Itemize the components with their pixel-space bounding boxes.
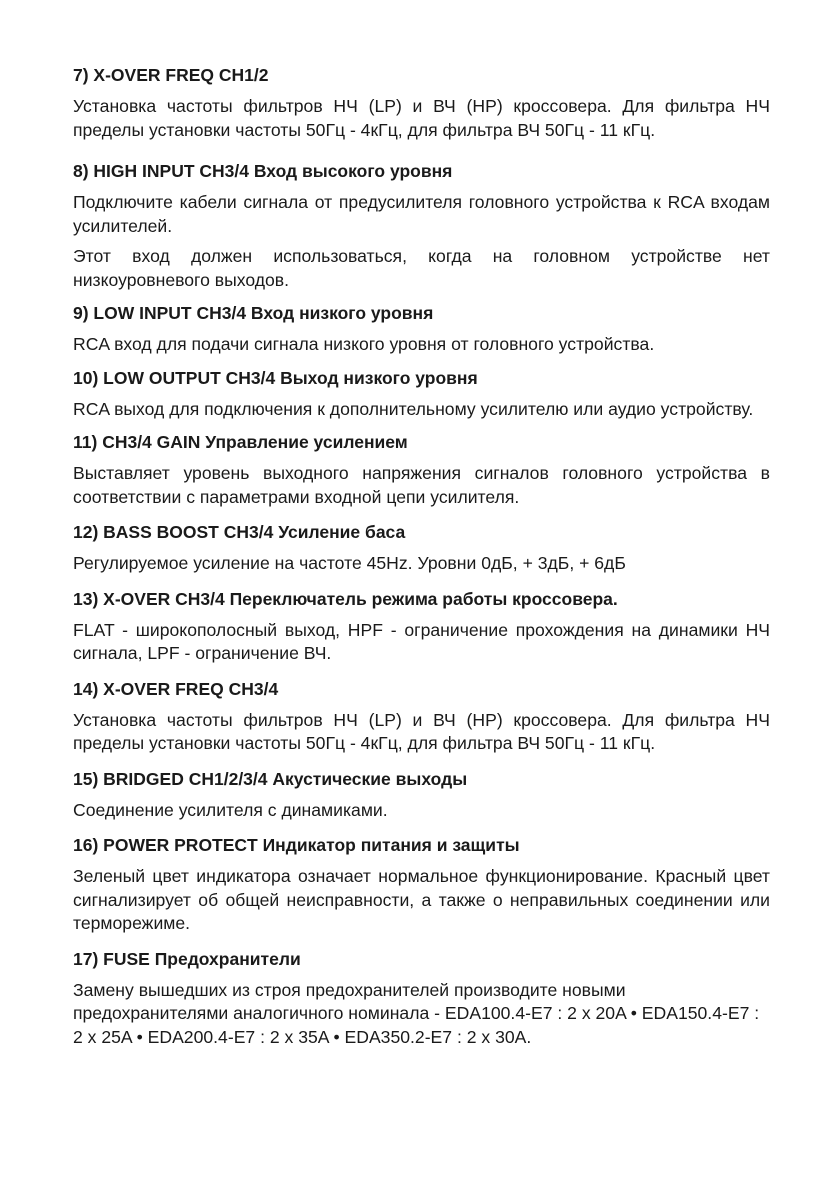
manual-page (73, 64, 770, 1056)
section-gap (73, 149, 770, 160)
section-power-protect (73, 834, 770, 936)
section-paragraph: RCA выход для подключения к дополнительному усилителю или аудио устройству. (73, 398, 754, 419)
section-heading: 12) BASS BOOST CH3/4 Усиление баса (73, 522, 406, 542)
section-paragraph: Зеленый цвет индикатора означает нормальное функционирование. Красный цвет сигнализирует об общей неисправности, а также о неправильных соединении или терморежиме. (73, 866, 770, 933)
section-heading: 15) BRIDGED CH1/2/3/4 Акустические выходы (73, 768, 468, 789)
section-heading: 11) CH3/4 GAIN Управление усилением (73, 432, 408, 452)
section-paragraph: FLAT - широкополосный выход, HPF - ограничение прохождения на динамики НЧ сигнала, LPF - ограничение ВЧ. (73, 619, 770, 663)
section-gain-ch34 (73, 431, 770, 509)
section-paragraph: RCA вход для подачи сигнала низкого уровня от головного устройства. (73, 334, 655, 354)
section-paragraph: Подключите кабели сигнала от предусилителя головного устройства к RCA входам усилителей. (73, 192, 770, 236)
section-paragraph: Этот вход должен использоваться, когда на головном устройстве нет низкоуровневого выходов. (73, 246, 770, 290)
section-low-input-ch34 (73, 302, 770, 357)
section-paragraph: Установка частоты фильтров НЧ (LP) и ВЧ (HP) кроссовера. Для фильтра НЧ пределы установки частоты 50Гц - 4кГц, для фильтра ВЧ 50Гц - 11 кГц. (73, 709, 770, 753)
section-bass-boost-ch34 (73, 521, 770, 576)
section-xover-freq-ch12 (73, 64, 770, 142)
section-paragraph: Соединение усилителя с динамиками. (73, 799, 388, 820)
section-heading: 10) LOW OUTPUT CH3/4 Выход низкого уровня (73, 367, 478, 388)
section-xover-freq-ch34 (73, 678, 770, 756)
section-heading: 14) X-OVER FREQ CH3/4 (73, 678, 279, 699)
section-xover-ch34 (73, 588, 770, 666)
section-bridged-outputs (73, 768, 770, 823)
section-heading: 7) X-OVER FREQ CH1/2 (73, 65, 269, 85)
section-heading: 17) FUSE Предохранители (73, 948, 301, 969)
section-paragraph: Установка частоты фильтров НЧ (LP) и ВЧ (HP) кроссовера. Для фильтра НЧ пределы установки частоты 50Гц - 4кГц, для фильтра ВЧ 50Гц - 11 кГц. (73, 96, 770, 140)
section-paragraph: Замену вышедших из строя предохранителей производите новыми предохранителями аналогичного номинала - EDA100.4-E7 : 2 x 20A • EDA150.4-E7 : 2 x 25A • EDA200.4-E7 : 2 x 35A • EDA350.2-E7 : 2 x 30A. (73, 979, 760, 1047)
section-paragraph: Регулируемое усиление на частоте 45Hz. Уровни 0дБ, + 3дБ, + 6дБ (73, 553, 626, 573)
section-heading: 16) POWER PROTECT Индикатор питания и защиты (73, 835, 520, 855)
section-heading: 8) HIGH INPUT CH3/4 Вход высокого уровня (73, 161, 453, 181)
section-paragraph: Выставляет уровень выходного напряжения сигналов головного устройства в соответствии с параметрами входной цепи усилителя. (73, 463, 770, 507)
section-fuse (73, 948, 770, 1050)
section-heading: 9) LOW INPUT CH3/4 Вход низкого уровня (73, 303, 434, 323)
section-high-input-ch34 (73, 160, 770, 292)
section-low-output-ch34 (73, 367, 770, 422)
section-heading: 13) X-OVER CH3/4 Переключатель режима работы кроссовера. (73, 588, 618, 609)
